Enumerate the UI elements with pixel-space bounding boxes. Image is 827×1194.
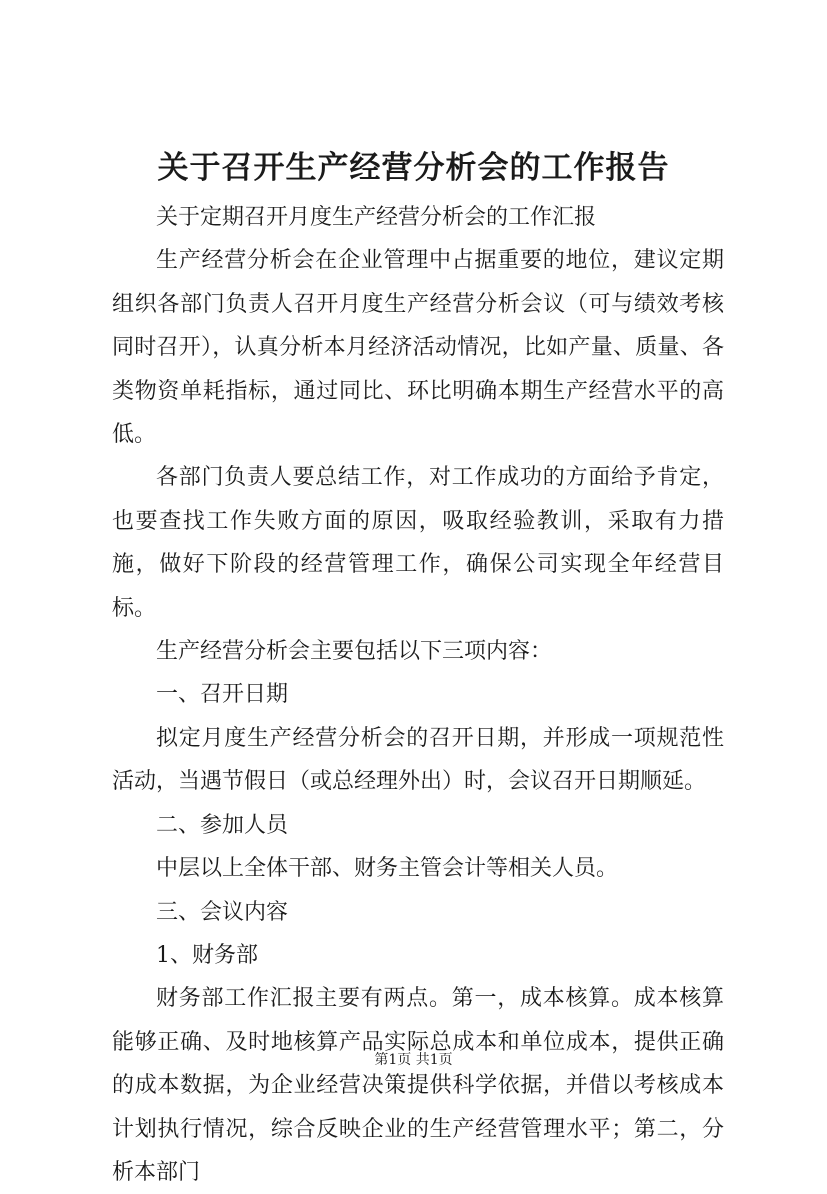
document-body (112, 196, 724, 1194)
paragraph-finance: 财务部工作汇报主要有两点。第一，成本核算。成本核算能够正确、及时地核算产品实际总成本和单位成本，提供正确的成本数据，为企业经营决策提供科学依据，并借以考核成本计划执行情况，综合反映企业的生产经营管理水平；第二，分析本部门 (112, 986, 724, 1185)
paragraph-subtitle: 关于定期召开月度生产经营分析会的工作汇报 (156, 205, 597, 230)
section-heading-date: 一、召开日期 (156, 682, 289, 708)
subsection-heading-finance: 1、财务部 (156, 942, 258, 968)
page-footer: 第1页 共1页 (374, 1052, 453, 1068)
paragraph-date: 拟定月度生产经营分析会的召开日期，并形成一项规范性活动，当遇节假日（或总经理外出）时，会议召开日期顺延。 (112, 725, 724, 795)
document-title: 关于召开生产经营分析会的工作报告 (157, 150, 670, 186)
paragraph-intro: 生产经营分析会在企业管理中占据重要的地位，建议定期组织各部门负责人召开月度生产经营分析会议（可与绩效考核同时召开），认真分析本月经济活动情况，比如产量、质量、各类物资单耗指标，通过同比、环比明确本期生产经营水平的高低。 (112, 248, 724, 448)
paragraph-contents-intro: 生产经营分析会主要包括以下三项内容： (156, 639, 553, 665)
paragraph-summary: 各部门负责人要总结工作，对工作成功的方面给予肯定，也要查找工作失败方面的原因，吸取经验教训，采取有力措施，做好下阶段的经营管理工作，确保公司实现全年经营目标。 (112, 465, 724, 621)
paragraph-attendees: 中层以上全体干部、财务主管会计等相关人员。 (156, 856, 619, 882)
section-heading-content: 三、会议内容 (156, 899, 289, 925)
section-heading-attendees: 二、参加人员 (156, 812, 289, 838)
